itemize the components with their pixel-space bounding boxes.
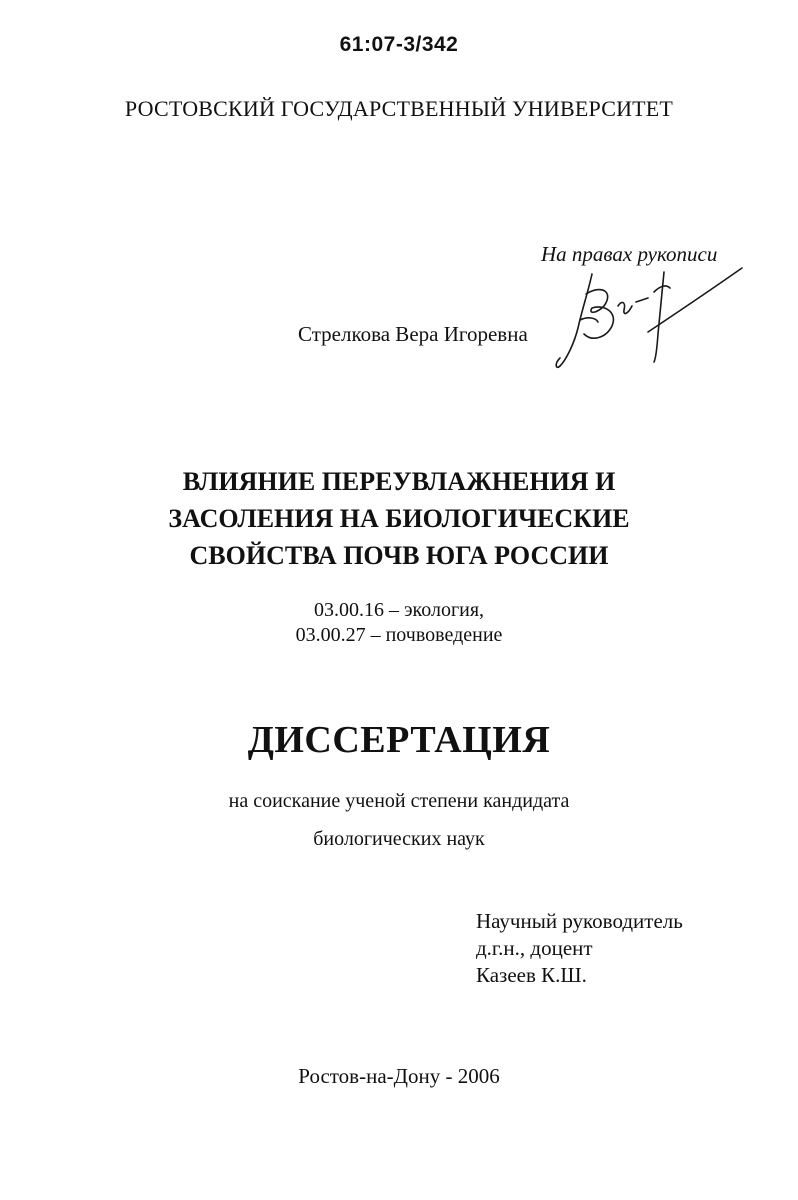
title-line: ЗАСОЛЕНИЯ НА БИОЛОГИЧЕСКИЕ bbox=[168, 504, 630, 533]
specialty-line: 03.00.27 – почвоведение bbox=[295, 624, 503, 646]
city-year: Ростов-на-Дону - 2006 bbox=[298, 1064, 500, 1088]
supervisor-role: Научный руководитель bbox=[476, 909, 683, 933]
document-type-heading: ДИССЕРТАЦИЯ bbox=[247, 719, 551, 761]
degree-line: на соискание ученой степени кандидата bbox=[228, 790, 570, 812]
supervisor-block bbox=[476, 908, 683, 989]
handwritten-signature bbox=[552, 262, 752, 382]
supervisor-rank: д.г.н., доцент bbox=[476, 936, 593, 960]
author-name: Стрелкова Вера Игоревна bbox=[298, 322, 528, 346]
supervisor-name: Казеев К.Ш. bbox=[476, 963, 587, 987]
degree-line: биологических наук bbox=[313, 828, 485, 850]
archive-code: 61:07-3/342 bbox=[339, 33, 459, 56]
title-line: ВЛИЯНИЕ ПЕРЕУВЛАЖНЕНИЯ И bbox=[182, 467, 616, 496]
specialty-codes bbox=[0, 598, 798, 648]
university-name: РОСТОВСКИЙ ГОСУДАРСТВЕННЫЙ УНИВЕРСИТЕТ bbox=[124, 96, 674, 121]
manuscript-rights-note: На правах рукописи bbox=[541, 242, 718, 266]
title-line: СВОЙСТВА ПОЧВ ЮГА РОССИИ bbox=[189, 541, 609, 570]
dissertation-title bbox=[0, 463, 798, 574]
specialty-line: 03.00.16 – экология, bbox=[313, 599, 485, 621]
